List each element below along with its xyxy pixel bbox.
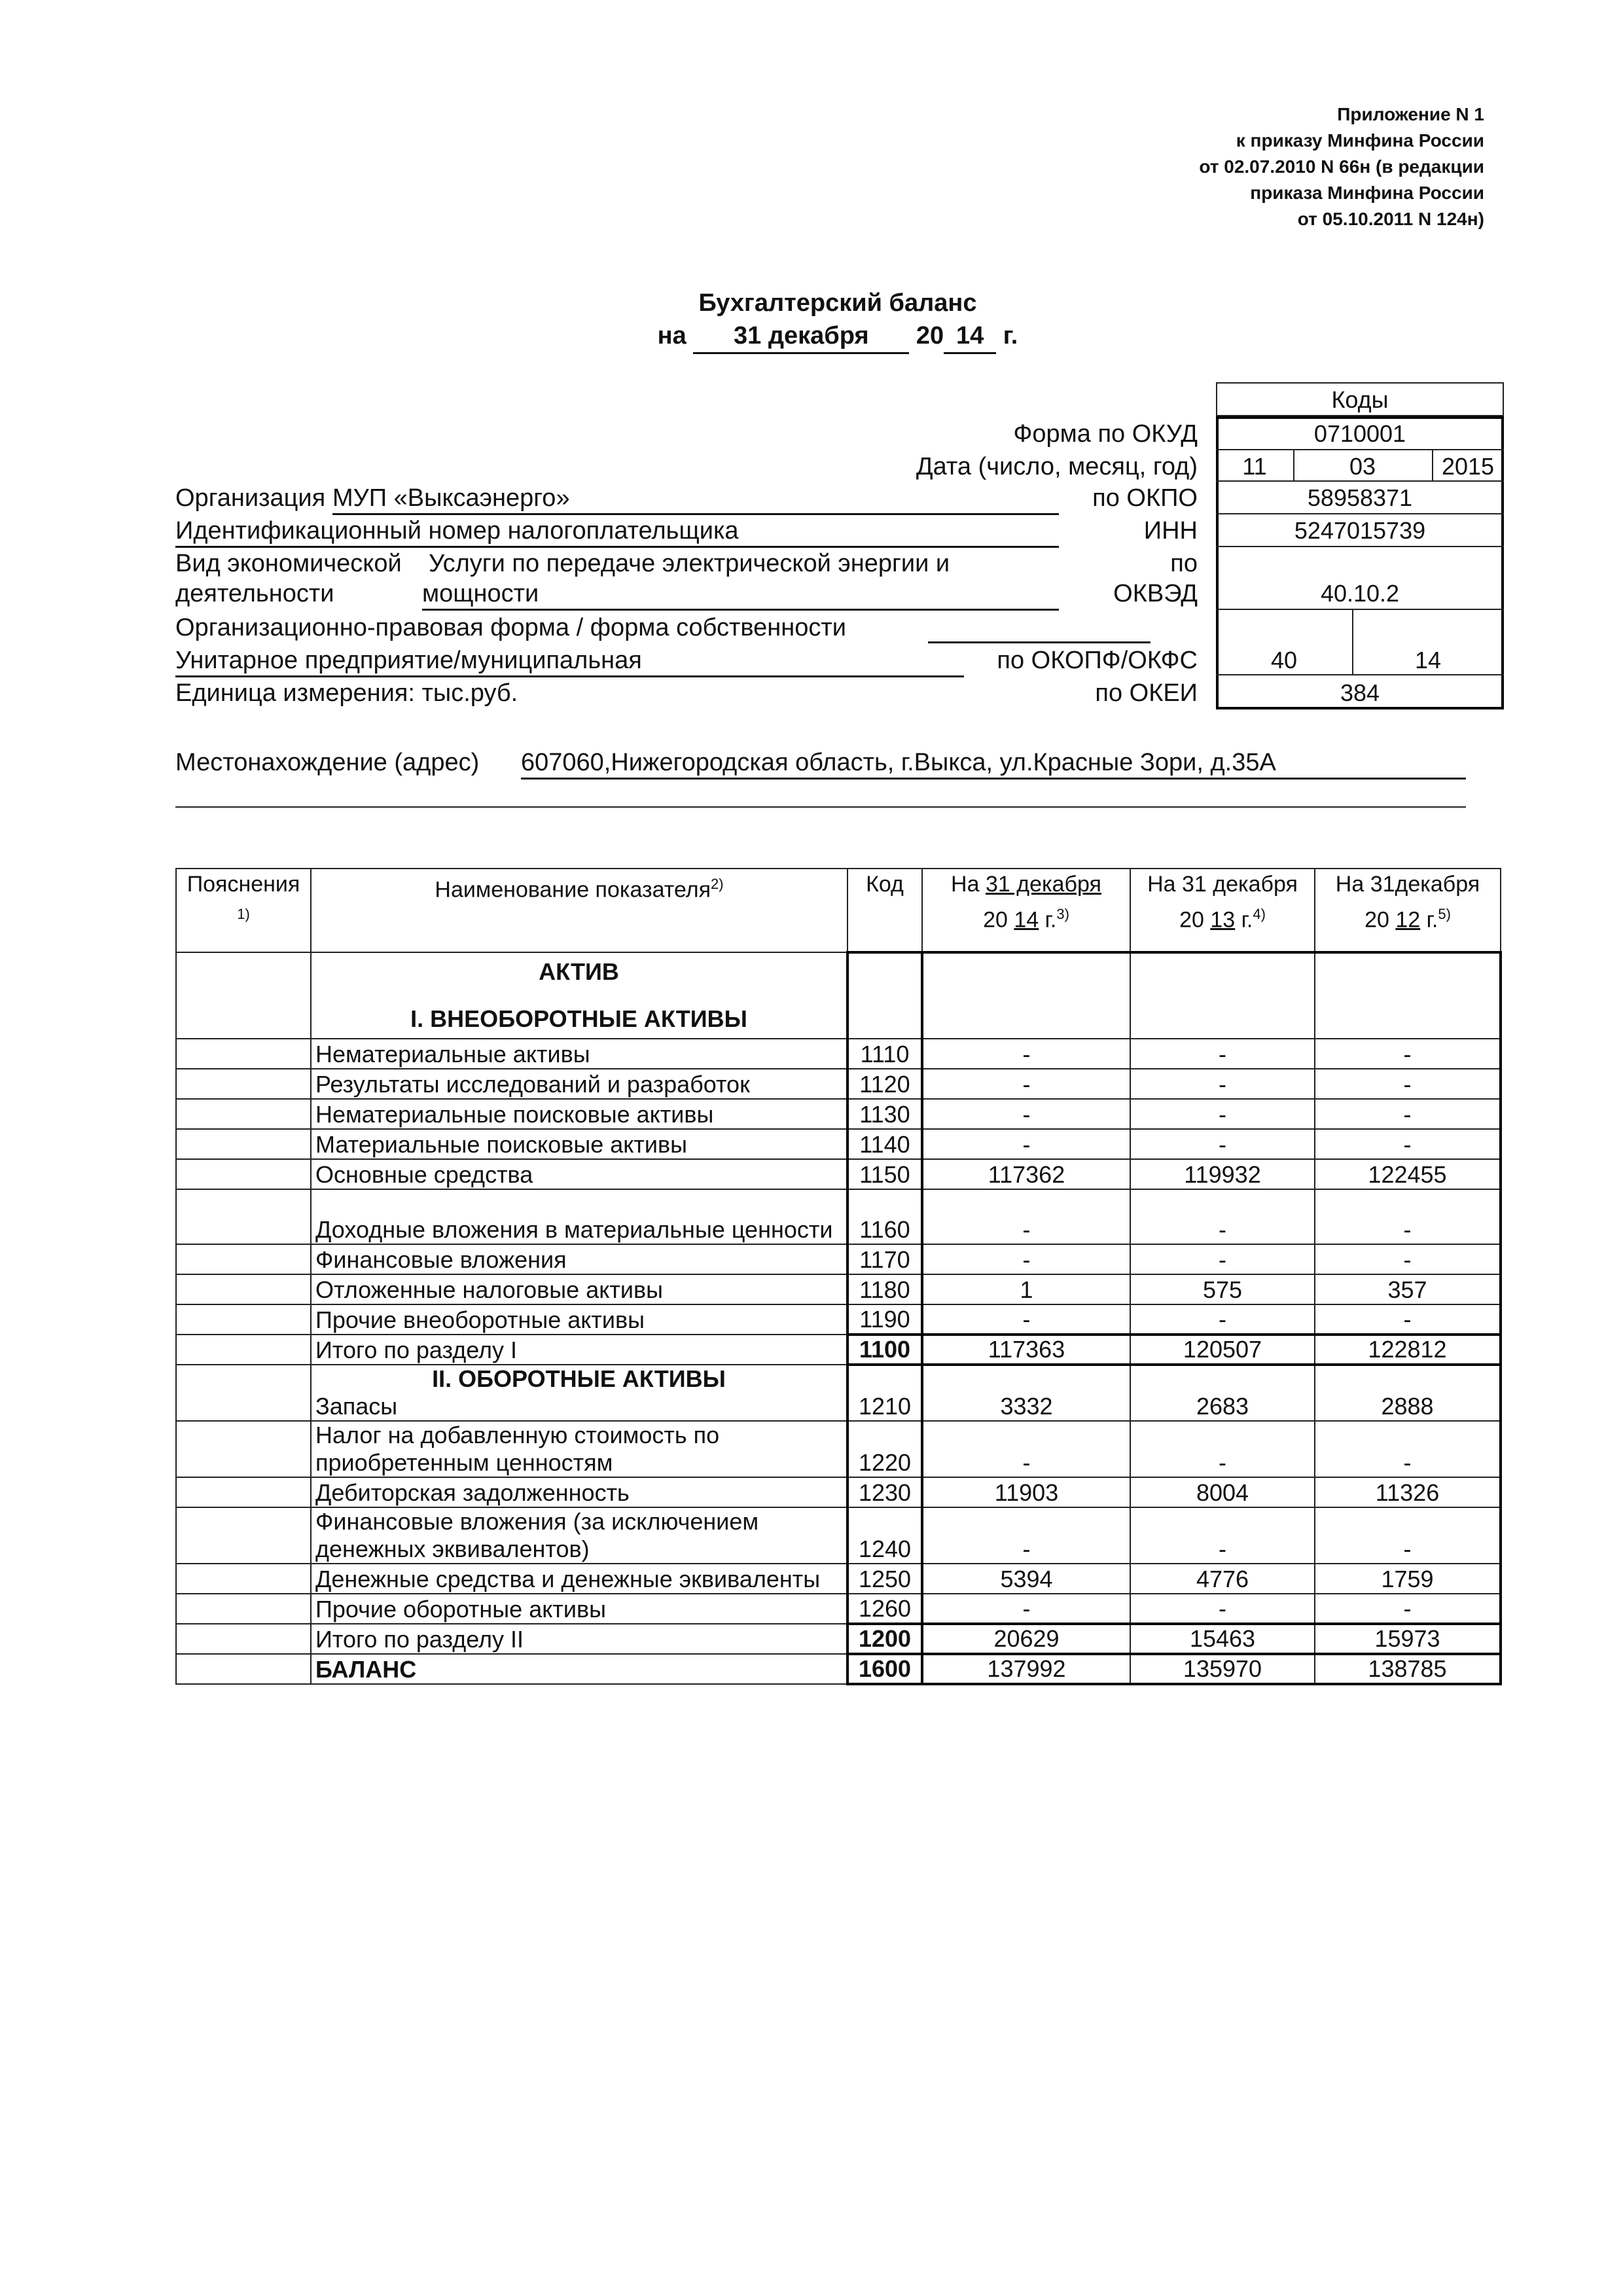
row-name: Денежные средства и денежные эквиваленты bbox=[311, 1564, 847, 1594]
inn-code: 5247015739 bbox=[1294, 517, 1426, 544]
title-main: Бухгалтерский баланс bbox=[698, 289, 977, 317]
row-value-3: 15973 bbox=[1315, 1624, 1501, 1654]
row-value-2: 135970 bbox=[1130, 1654, 1315, 1684]
legal-form-value: Унитарное предприятие/муниципальная bbox=[175, 645, 964, 677]
row-value-3: 357 bbox=[1315, 1274, 1501, 1304]
activity-value-1: Услуги по передаче электрической энергии и bbox=[429, 550, 950, 577]
row-code: 1260 bbox=[847, 1594, 922, 1624]
row-name: Прочие внеоборотные активы bbox=[311, 1304, 847, 1335]
row-name: Дебиторская задолженность bbox=[311, 1477, 847, 1507]
table-row bbox=[176, 1159, 1501, 1189]
table-row bbox=[176, 1594, 1501, 1624]
section-1-heading: I. ВНЕОБОРОТНЫЕ АКТИВЫ bbox=[410, 1005, 747, 1032]
document-title bbox=[0, 287, 1623, 354]
okpo-code: 58958371 bbox=[1307, 484, 1413, 511]
table-row bbox=[176, 1335, 1501, 1365]
okopf-code: 40 bbox=[1270, 647, 1298, 673]
row-value-1: - bbox=[922, 1129, 1130, 1159]
col-name-header: Наименование показателя$^{2)}$ bbox=[311, 869, 847, 952]
table-row bbox=[176, 1654, 1501, 1684]
row-value-3: - bbox=[1315, 1304, 1501, 1335]
title-prefix: на bbox=[657, 322, 687, 350]
inn-label: ИНН bbox=[1143, 517, 1198, 545]
row-value-2: - bbox=[1130, 1099, 1315, 1129]
row-value-1: 117363 bbox=[922, 1335, 1130, 1365]
row-name: Нематериальные активы bbox=[311, 1039, 847, 1069]
row-code: 1240 bbox=[847, 1507, 922, 1564]
appendix-line: к приказу Минфина России bbox=[1236, 130, 1484, 151]
row-value-2: 8004 bbox=[1130, 1477, 1315, 1507]
table-row bbox=[176, 1274, 1501, 1304]
row-value-3: - bbox=[1315, 1129, 1501, 1159]
table-header-row bbox=[176, 869, 1501, 952]
row-value-3: 122455 bbox=[1315, 1159, 1501, 1189]
row-value-1: 5394 bbox=[922, 1564, 1130, 1594]
date-label: Дата (число, месяц, год) bbox=[916, 453, 1198, 480]
address-extra-line bbox=[175, 806, 1466, 808]
table-row bbox=[176, 1507, 1501, 1564]
title-date-line bbox=[0, 319, 1623, 354]
okpo-label: по ОКПО bbox=[1092, 484, 1198, 512]
row-value-1: 20629 bbox=[922, 1624, 1130, 1654]
row-value-3: 138785 bbox=[1315, 1654, 1501, 1684]
row-value-3: 122812 bbox=[1315, 1335, 1501, 1365]
row-code: 1130 bbox=[847, 1099, 922, 1129]
address-value: 607060,Нижегородская область, г.Выкса, ул.Красные Зори, д.35А bbox=[521, 747, 1466, 780]
row-name: II. ОБОРОТНЫЕ АКТИВЫ Запасы bbox=[311, 1365, 847, 1421]
row-value-2: - bbox=[1130, 1244, 1315, 1274]
okopf-label: по ОКОПФ/ОКФС bbox=[997, 647, 1198, 674]
row-name: Налог на добавленную стоимость по приобретенным ценностям bbox=[311, 1421, 847, 1477]
row-value-3: - bbox=[1315, 1189, 1501, 1244]
row-name: Итого по разделу II bbox=[311, 1624, 847, 1654]
okved-label-2: ОКВЭД bbox=[1113, 580, 1198, 607]
row-code: 1100 bbox=[847, 1335, 922, 1365]
legal-form-label: Организационно-правовая форма / форма собственности bbox=[175, 614, 847, 641]
okfs-code: 14 bbox=[1414, 647, 1442, 673]
row-value-1: - bbox=[922, 1244, 1130, 1274]
row-value-3: - bbox=[1315, 1421, 1501, 1477]
row-value-2: 120507 bbox=[1130, 1335, 1315, 1365]
row-code: 1200 bbox=[847, 1624, 922, 1654]
title-year: 14 bbox=[944, 319, 996, 354]
row-name: Отложенные налоговые активы bbox=[311, 1274, 847, 1304]
row-value-3: 1759 bbox=[1315, 1564, 1501, 1594]
row-value-1: - bbox=[922, 1594, 1130, 1624]
okved-label-1: по bbox=[1170, 550, 1198, 577]
appendix-note bbox=[1199, 101, 1484, 232]
row-value-2: 4776 bbox=[1130, 1564, 1315, 1594]
row-name: Финансовые вложения (за исключением денежных эквивалентов) bbox=[311, 1507, 847, 1564]
row-code: 1230 bbox=[847, 1477, 922, 1507]
org-label: Организация bbox=[175, 484, 326, 512]
row-value-2: - bbox=[1130, 1304, 1315, 1335]
table-row bbox=[176, 1244, 1501, 1274]
row-value-1: - bbox=[922, 1039, 1130, 1069]
title-date: 31 декабря bbox=[693, 319, 909, 354]
row-value-3: - bbox=[1315, 1039, 1501, 1069]
table-row bbox=[176, 1365, 1501, 1421]
appendix-line: от 02.07.2010 N 66н (в редакции bbox=[1199, 156, 1484, 177]
row-value-2: 119932 bbox=[1130, 1159, 1315, 1189]
col-code-header: Код bbox=[847, 869, 922, 952]
row-name: БАЛАНС bbox=[311, 1654, 847, 1684]
report-month: 03 bbox=[1349, 453, 1376, 480]
report-year: 2015 bbox=[1441, 453, 1495, 480]
row-name: Итого по разделу I bbox=[311, 1335, 847, 1365]
row-value-2: - bbox=[1130, 1129, 1315, 1159]
row-value-1: - bbox=[922, 1069, 1130, 1099]
row-name: Финансовые вложения bbox=[311, 1244, 847, 1274]
row-value-3: 11326 bbox=[1315, 1477, 1501, 1507]
row-code: 1140 bbox=[847, 1129, 922, 1159]
table-row bbox=[176, 1099, 1501, 1129]
table-row bbox=[176, 1477, 1501, 1507]
okei-label: по ОКЕИ bbox=[1095, 679, 1198, 707]
row-value-2: - bbox=[1130, 1507, 1315, 1564]
table-row bbox=[176, 1564, 1501, 1594]
row-name: Материальные поисковые активы bbox=[311, 1129, 847, 1159]
row-value-2: 2683 bbox=[1130, 1365, 1315, 1421]
section-2-heading: II. ОБОРОТНЫЕ АКТИВЫ bbox=[432, 1365, 726, 1392]
row-code: 1600 bbox=[847, 1654, 922, 1684]
row-value-1: 3332 bbox=[922, 1365, 1130, 1421]
row-code: 1110 bbox=[847, 1039, 922, 1069]
codes-header: Коды bbox=[1331, 386, 1389, 413]
title-suffix: г. bbox=[1003, 322, 1018, 350]
row-value-3: - bbox=[1315, 1099, 1501, 1129]
row-value-1: - bbox=[922, 1507, 1130, 1564]
table-row bbox=[176, 1039, 1501, 1069]
col-2013-header: На 31 декабря 20 13 г.$^{4)}$ bbox=[1130, 869, 1315, 952]
col-2012-header: На 31декабря 20 12 г.$^{5)}$ bbox=[1315, 869, 1501, 952]
row-value-1: 1 bbox=[922, 1274, 1130, 1304]
row-value-1: 117362 bbox=[922, 1159, 1130, 1189]
row-value-3: - bbox=[1315, 1594, 1501, 1624]
title-year-prefix: 20 bbox=[916, 322, 944, 350]
table-row bbox=[176, 1189, 1501, 1244]
row-value-2: 15463 bbox=[1130, 1624, 1315, 1654]
unit-label: Единица измерения: тыс.руб. bbox=[175, 679, 518, 707]
row-value-2: - bbox=[1130, 1189, 1315, 1244]
row-code: 1250 bbox=[847, 1564, 922, 1594]
address-label: Местонахождение (адрес) bbox=[175, 749, 480, 776]
table-row bbox=[176, 1304, 1501, 1335]
row-code: 1150 bbox=[847, 1159, 922, 1189]
table-row bbox=[176, 1129, 1501, 1159]
row-value-2: 575 bbox=[1130, 1274, 1315, 1304]
row-code: 1210 bbox=[847, 1365, 922, 1421]
table-row bbox=[176, 1069, 1501, 1099]
row-name: Доходные вложения в материальные ценности bbox=[311, 1189, 847, 1244]
okved-code: 40.10.2 bbox=[1320, 580, 1400, 607]
row-value-1: 11903 bbox=[922, 1477, 1130, 1507]
table-row bbox=[176, 1421, 1501, 1477]
row-value-1: - bbox=[922, 1421, 1130, 1477]
appendix-line: Приложение N 1 bbox=[1337, 104, 1484, 124]
report-day: 11 bbox=[1242, 453, 1267, 480]
row-value-1: 137992 bbox=[922, 1654, 1130, 1684]
row-value-1: - bbox=[922, 1099, 1130, 1129]
activity-label-2: деятельности bbox=[175, 580, 334, 607]
balance-table bbox=[175, 868, 1502, 1685]
row-code: 1180 bbox=[847, 1274, 922, 1304]
row-name: Прочие оборотные активы bbox=[311, 1594, 847, 1624]
row-value-3: 2888 bbox=[1315, 1365, 1501, 1421]
row-name: Основные средства bbox=[311, 1159, 847, 1189]
row-value-1: - bbox=[922, 1304, 1130, 1335]
col-2014-header: На 31 декабря 20 14 г.$^{3)}$ bbox=[922, 869, 1130, 952]
aktiv-heading: АКТИВ bbox=[539, 958, 619, 985]
col-notes-header: Пояснения $^{1)}$ bbox=[176, 869, 311, 952]
row-code: 1120 bbox=[847, 1069, 922, 1099]
row-name: Нематериальные поисковые активы bbox=[311, 1099, 847, 1129]
row-code: 1220 bbox=[847, 1421, 922, 1477]
okud-code: 0710001 bbox=[1313, 420, 1406, 447]
row-value-2: - bbox=[1130, 1069, 1315, 1099]
row-value-3: - bbox=[1315, 1244, 1501, 1274]
row-code: 1190 bbox=[847, 1304, 922, 1335]
okei-code: 384 bbox=[1340, 679, 1380, 706]
row-value-1: - bbox=[922, 1189, 1130, 1244]
activity-value-2: мощности bbox=[422, 579, 1059, 611]
row-value-2: - bbox=[1130, 1594, 1315, 1624]
legal-form-blank-line bbox=[928, 641, 1150, 643]
row-value-2: - bbox=[1130, 1421, 1315, 1477]
appendix-line: от 05.10.2011 N 124н) bbox=[1297, 209, 1484, 229]
row-code: 1160 bbox=[847, 1189, 922, 1244]
row-value-3: - bbox=[1315, 1507, 1501, 1564]
org-name: МУП «Выксаэнерго» bbox=[332, 483, 1059, 515]
row-code: 1170 bbox=[847, 1244, 922, 1274]
row-name: Результаты исследований и разработок bbox=[311, 1069, 847, 1099]
row-value-2: - bbox=[1130, 1039, 1315, 1069]
okud-label: Форма по ОКУД bbox=[1013, 420, 1198, 448]
table-row bbox=[176, 952, 1501, 1039]
appendix-line: приказа Минфина России bbox=[1250, 183, 1484, 203]
inn-full-label: Идентификационный номер налогоплательщика bbox=[175, 516, 1059, 548]
activity-label-1: Вид экономической bbox=[175, 550, 402, 577]
row-value-3: - bbox=[1315, 1069, 1501, 1099]
table-row bbox=[176, 1624, 1501, 1654]
